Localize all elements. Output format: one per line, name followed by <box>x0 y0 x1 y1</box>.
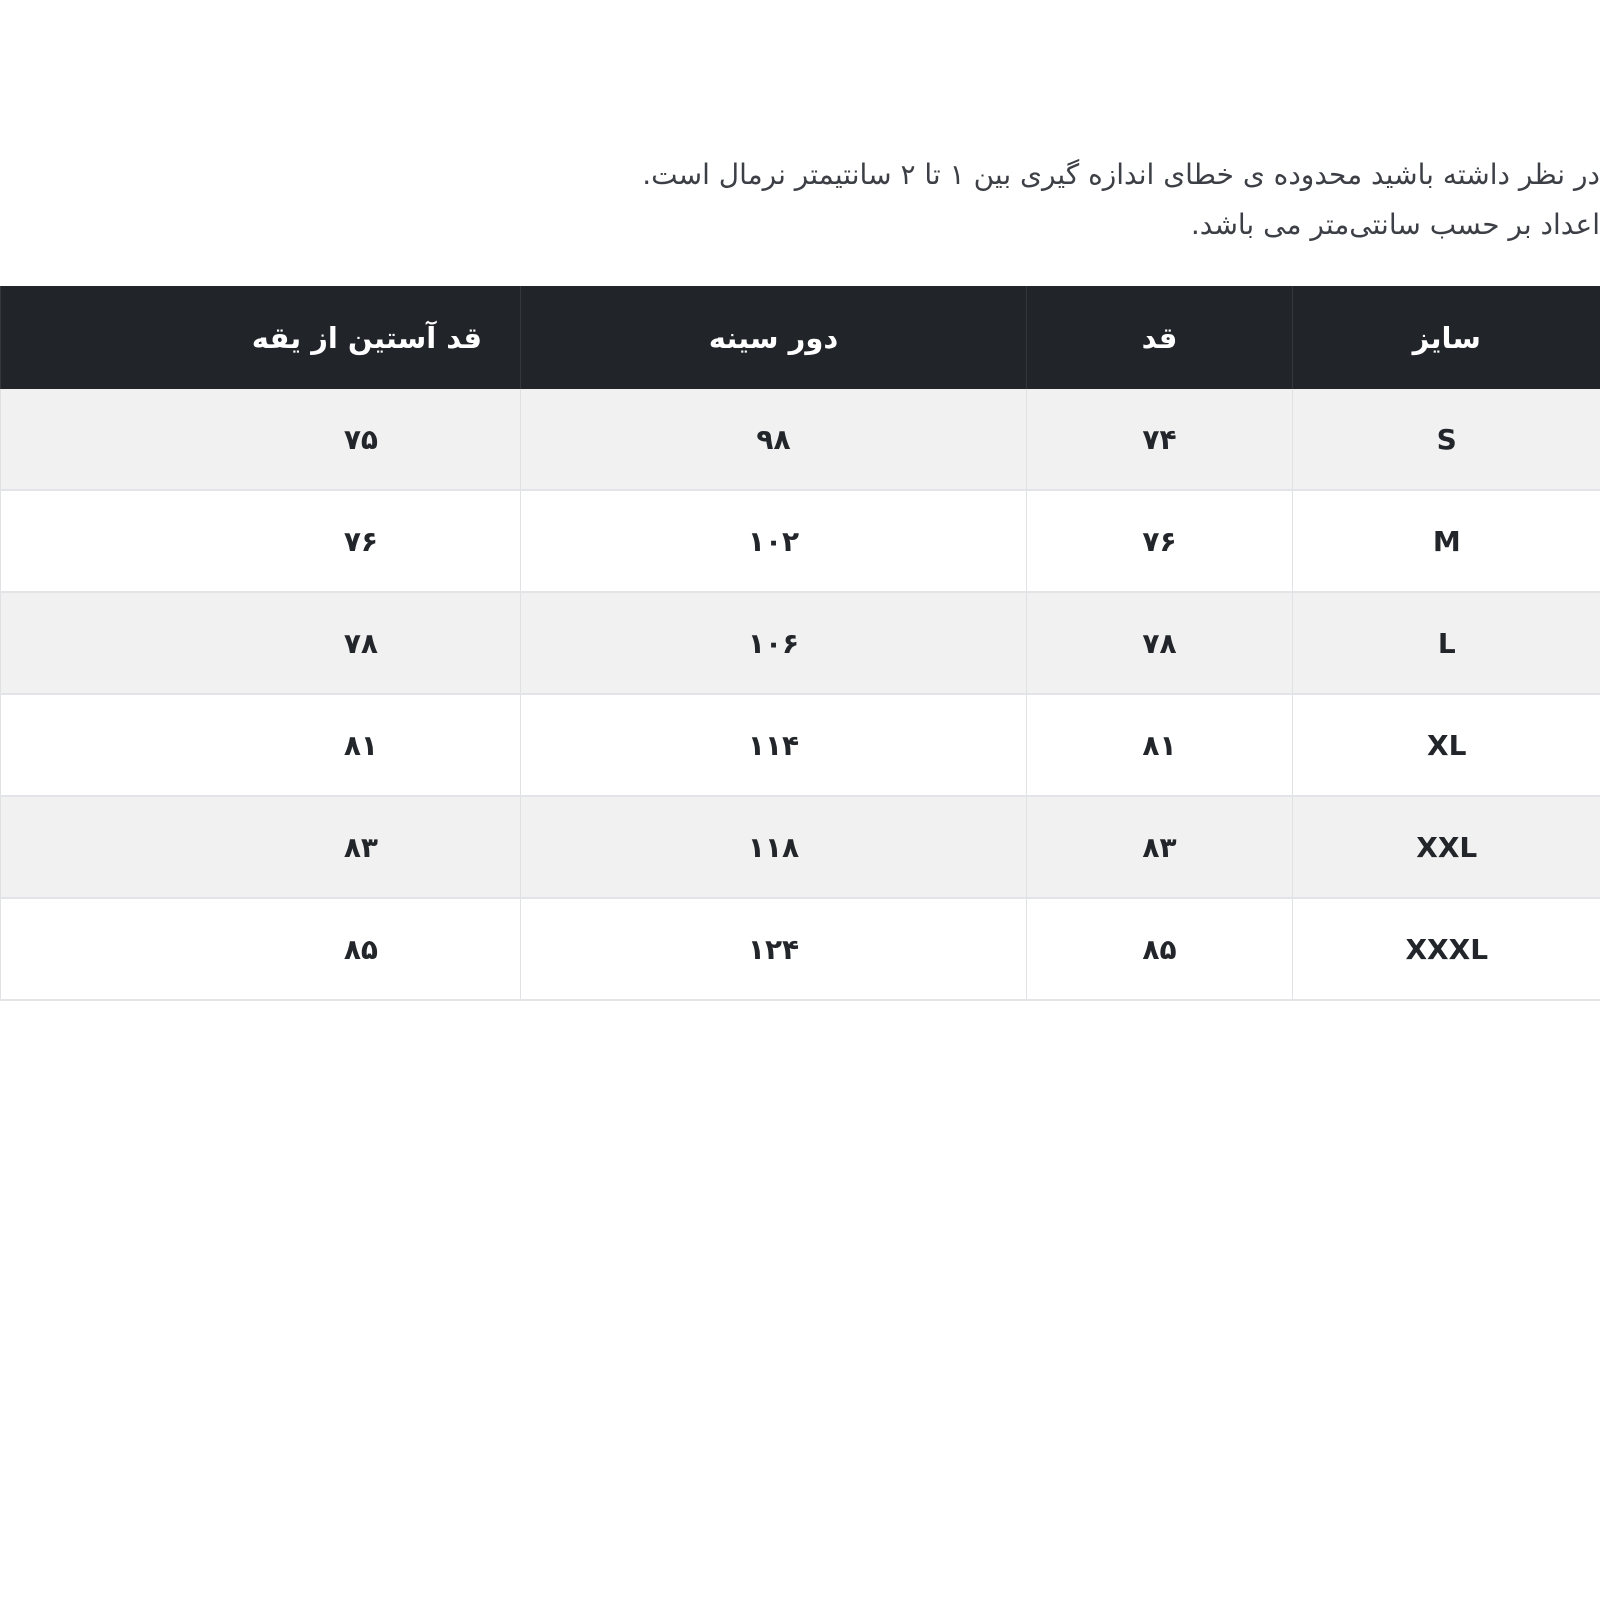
cell-chest: ۱۱۴ <box>521 694 1027 796</box>
cell-length: ۷۶ <box>1027 490 1293 592</box>
cell-sleeve: ۸۵ <box>1 898 521 1000</box>
cell-sleeve: ۷۸ <box>1 592 521 694</box>
cell-size: XXXL <box>1293 898 1600 1000</box>
measurement-notes <box>0 150 1600 250</box>
cell-sleeve: ۸۳ <box>1 796 521 898</box>
cell-sleeve: ۷۵ <box>1 389 521 490</box>
cell-length: ۸۱ <box>1027 694 1293 796</box>
cell-size: XL <box>1293 694 1600 796</box>
cell-length: ۷۴ <box>1027 389 1293 490</box>
table-row <box>1 898 1600 1000</box>
cell-size: S <box>1293 389 1600 490</box>
note-units: اعداد بر حسب سانتی‌متر می باشد. <box>1190 208 1600 241</box>
cell-chest: ۱۱۸ <box>521 796 1027 898</box>
table-row <box>1 490 1600 592</box>
table-row <box>1 592 1600 694</box>
cell-chest: ۱۰۶ <box>521 592 1027 694</box>
table-row <box>1 389 1600 490</box>
note-tolerance: در نظر داشته باشید محدوده ی خطای اندازه گیری بین ۱ تا ۲ سانتیمتر نرمال است. <box>642 158 1600 191</box>
cell-length: ۸۳ <box>1027 796 1293 898</box>
cell-chest: ۱۰۲ <box>521 490 1027 592</box>
cell-chest: ۱۲۴ <box>521 898 1027 1000</box>
cell-size: M <box>1293 490 1600 592</box>
table-header-row <box>1 286 1600 389</box>
cell-length: ۸۵ <box>1027 898 1293 1000</box>
header-sleeve: قد آستین از یقه <box>1 286 521 389</box>
cell-length: ۷۸ <box>1027 592 1293 694</box>
table-row <box>1 694 1600 796</box>
cell-sleeve: ۸۱ <box>1 694 521 796</box>
table-row <box>1 796 1600 898</box>
size-chart-table <box>0 286 1600 1001</box>
header-length: قد <box>1027 286 1293 389</box>
cell-size: L <box>1293 592 1600 694</box>
header-size: سایز <box>1293 286 1600 389</box>
cell-sleeve: ۷۶ <box>1 490 521 592</box>
header-chest: دور سینه <box>521 286 1027 389</box>
cell-size: XXL <box>1293 796 1600 898</box>
cell-chest: ۹۸ <box>521 389 1027 490</box>
